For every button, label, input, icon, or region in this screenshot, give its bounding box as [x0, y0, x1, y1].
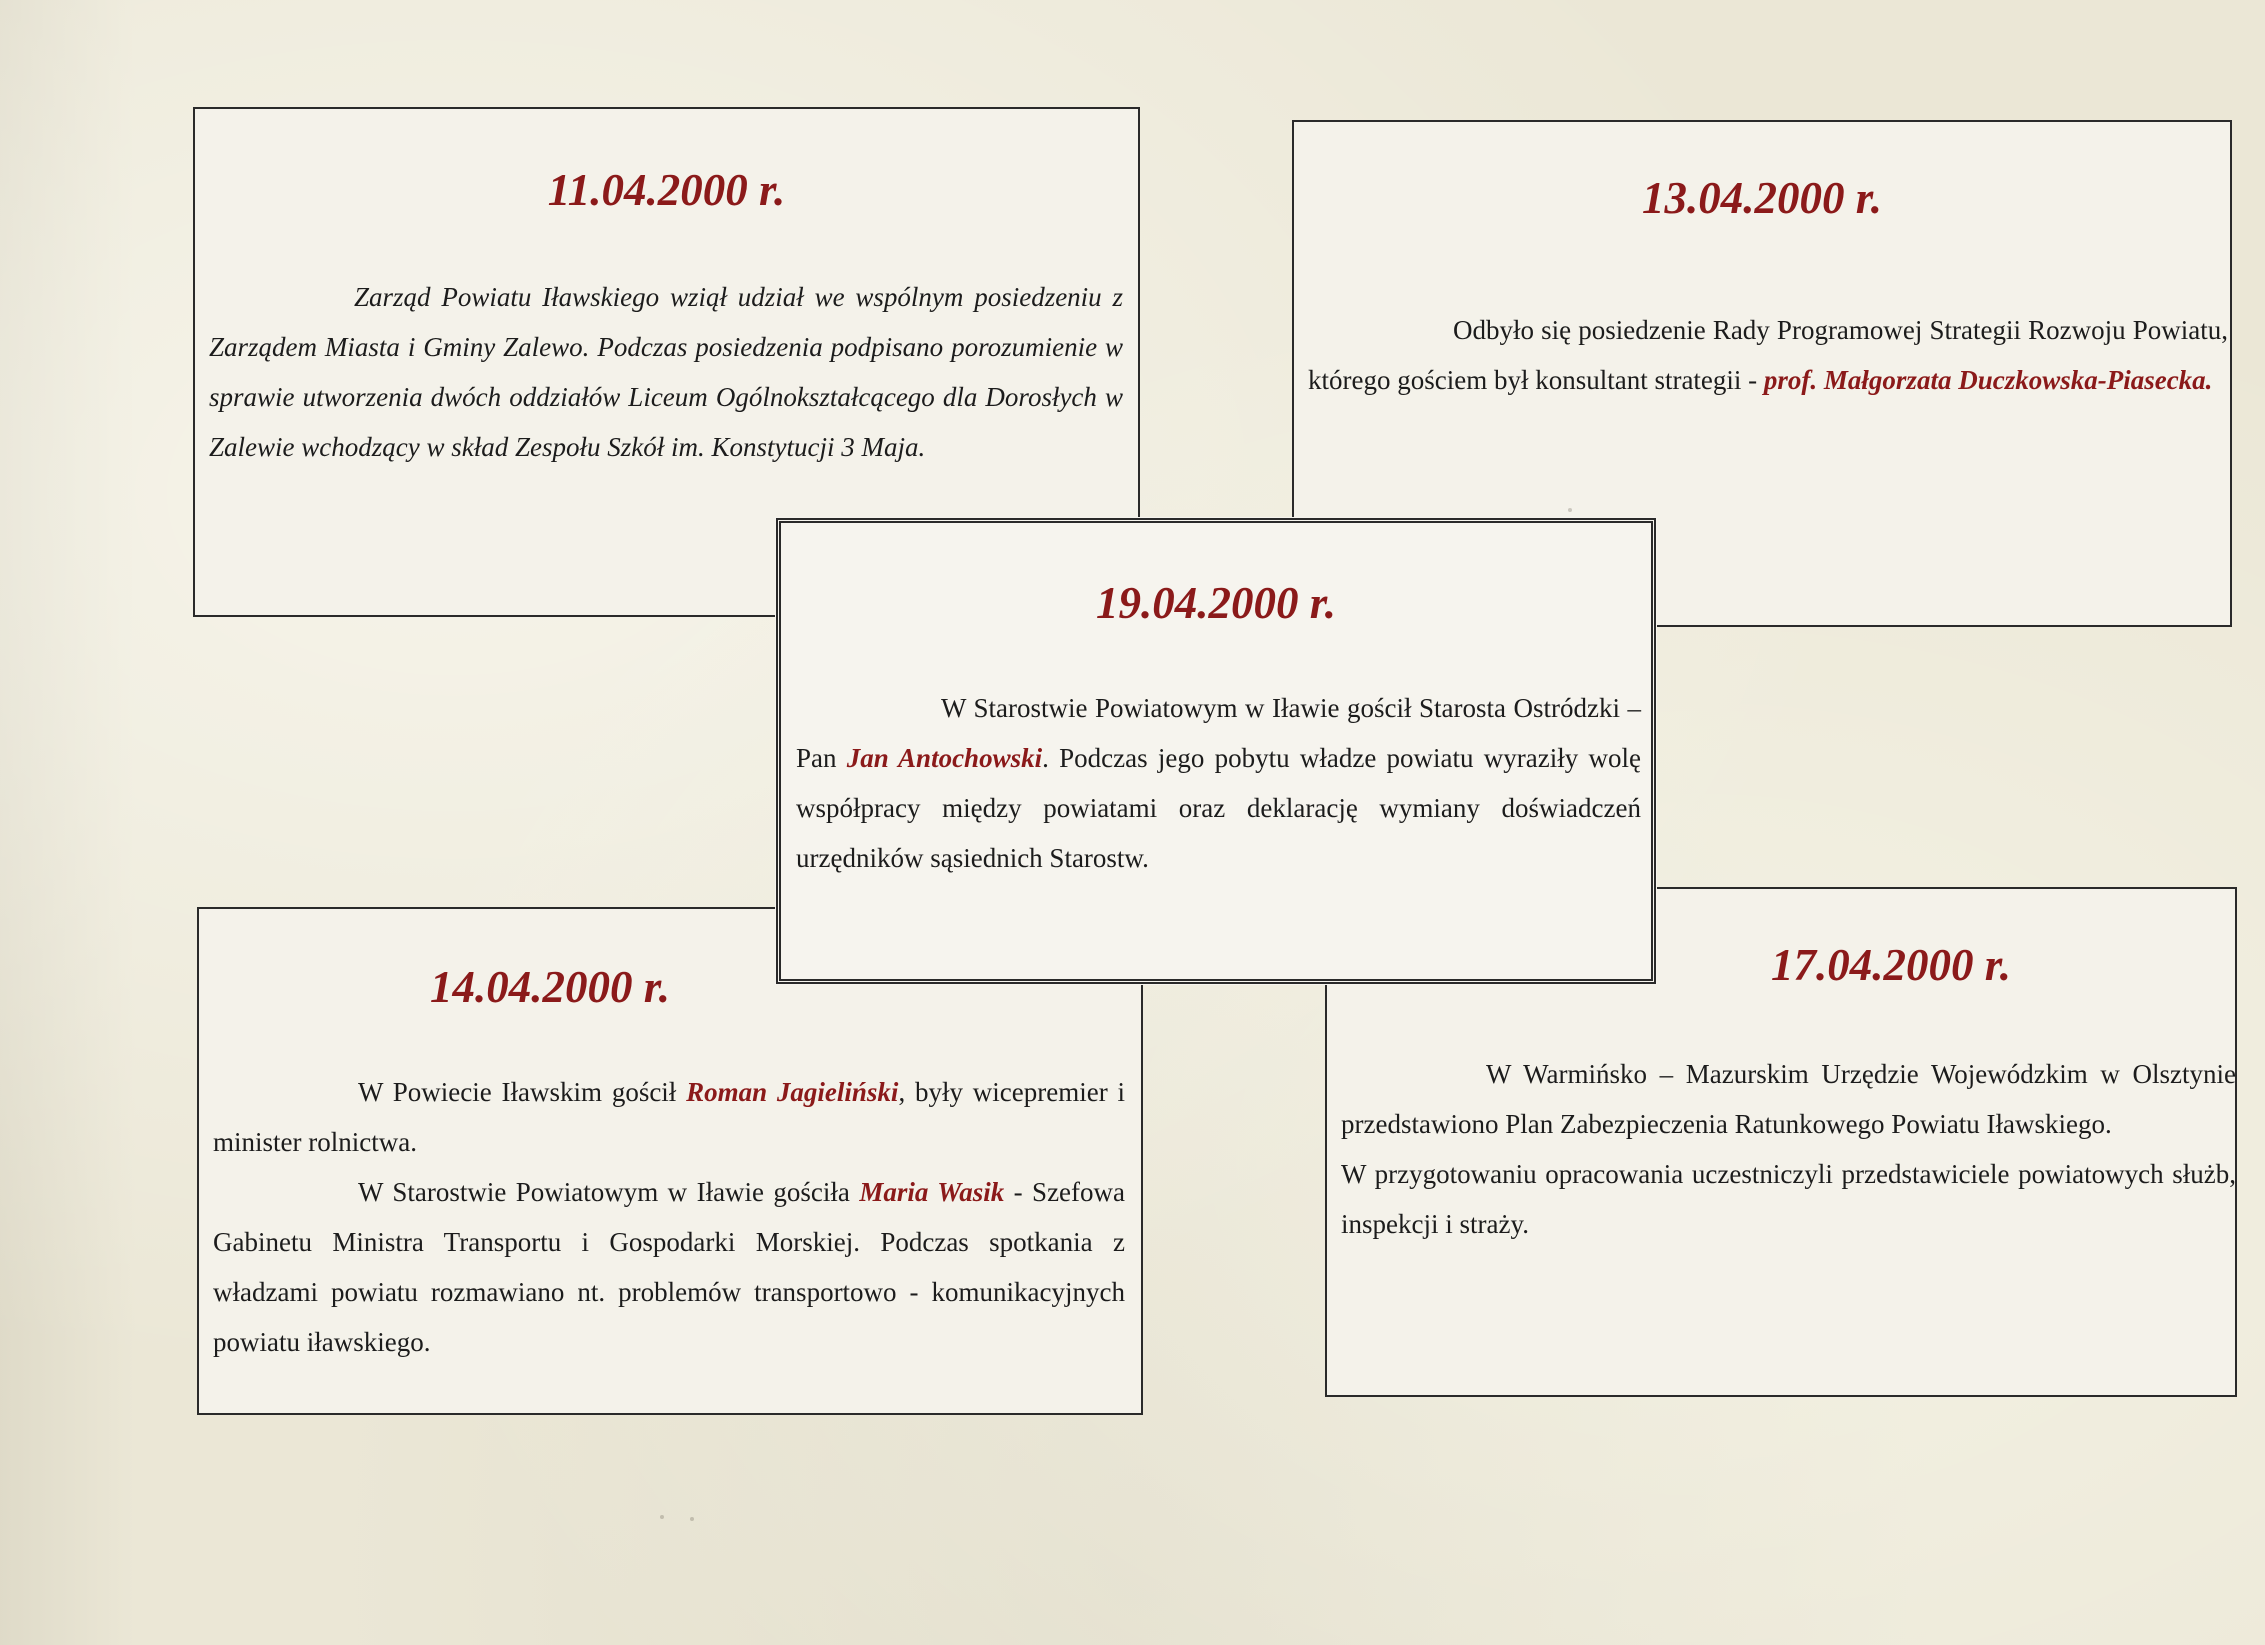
- paper-speck: [660, 1515, 664, 1519]
- entry-text: [796, 683, 1641, 883]
- highlighted-name: prof. Małgorzata Duczkowska-Piasecka.: [1763, 365, 2213, 395]
- entry-paragraph: [796, 683, 1641, 883]
- paragraph-text: . Podczas jego pobytu władze powiatu wyraziły wolę współpracy między powiatami oraz deklarację wymiany doświadczeń urzędników sąsiednich Starostw.: [796, 743, 1642, 873]
- paragraph-text: W Starostwie Powiatowym w Iławie gościła: [358, 1177, 860, 1207]
- entry-paragraph: [213, 1167, 1125, 1367]
- entry-text: [1308, 305, 2228, 405]
- paper-speck: [690, 1517, 694, 1521]
- paragraph-text: W przygotowaniu opracowania uczestniczyli przedstawiciele powiatowych służb, inspekcji i straży.: [1341, 1159, 2236, 1239]
- entry-text: [1341, 1049, 2236, 1249]
- entry-text: [213, 1067, 1125, 1367]
- entry-paragraph: [209, 272, 1123, 472]
- entry-paragraph: [1341, 1149, 2236, 1249]
- paper-speck: [1568, 508, 1572, 512]
- entry-paragraph: [1341, 1049, 2236, 1149]
- paragraph-text: Odbyło się posiedzenie Rady Programowej Strategii Rozwoju Powiatu, którego gościem był konsultant strategii -: [1308, 315, 2228, 395]
- paragraph-text: , były wicepremier i minister rolnictwa.: [213, 1077, 1125, 1157]
- highlighted-name: Maria Wasik: [859, 1177, 1005, 1207]
- entry-date: 11.04.2000 r.: [547, 165, 786, 215]
- entry-date: 13.04.2000 r.: [1641, 173, 1883, 223]
- entry-date: 14.04.2000 r.: [429, 962, 671, 1012]
- highlighted-name: Jan Antochowski: [846, 743, 1043, 773]
- entry-box-2000-04-19: [776, 518, 1656, 984]
- paragraph-text: W Powiecie Iławskim gościł: [358, 1077, 687, 1107]
- entry-date: 19.04.2000 r.: [1095, 578, 1337, 628]
- paragraph-text: Zarząd Powiatu Iławskiego wziął udział we wspólnym posiedzeniu z Zarządem Miasta i Gminy Zalewo. Podczas posiedzenia podpisano porozumienie w sprawie utworzenia dwóch oddziałów Liceum Ogólnokształcącego dla Dorosłych w Zalewie wchodzący w skład Zespołu Szkół im. Konstytucji 3 Maja.: [209, 282, 1123, 462]
- entry-paragraph: [1308, 305, 2228, 405]
- entry-date: 17.04.2000 r.: [1770, 940, 2012, 990]
- entry-paragraph: [213, 1067, 1125, 1167]
- paragraph-text: W Starostwie Powiatowym w Iławie gościł Starosta Ostródzki – Pan: [796, 693, 1641, 773]
- highlighted-name: Roman Jagieliński: [686, 1077, 899, 1107]
- paragraph-text: - Szefowa Gabinetu Ministra Transportu i Gospodarki Morskiej. Podczas spotkania z władzami powiatu rozmawiano nt. problemów transportowo - komunikacyjnych powiatu iławskiego.: [213, 1177, 1126, 1357]
- paragraph-text: W Warmińsko – Mazurskim Urzędzie Wojewódzkim w Olsztynie przedstawiono Plan Zabezpieczenia Ratunkowego Powiatu Iławskiego.: [1341, 1059, 2236, 1139]
- entry-text: [209, 272, 1123, 472]
